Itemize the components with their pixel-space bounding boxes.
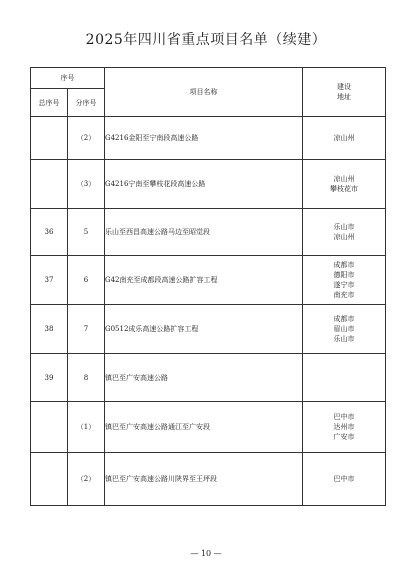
location-cell (303, 402, 386, 453)
project-name-cell: G4216金阳至宁南段高速公路 (105, 117, 303, 160)
location-line: 凉山州 (333, 233, 355, 241)
table-row (31, 256, 386, 305)
location-cell (303, 160, 386, 209)
project-name-cell: 镇巴至广安高速公路通江至广安段 (105, 402, 303, 453)
location-line: 攀枝花市 (330, 185, 358, 193)
project-table (30, 67, 386, 506)
project-name-cell: G42南充至成都段高速公路扩容工程 (105, 256, 303, 305)
location-line: 乐山市 (333, 335, 355, 343)
sub-seq-cell: （2） (68, 453, 105, 506)
project-name-cell: 镇巴至广安高速公路 (105, 354, 303, 402)
total-seq-cell: 37 (31, 256, 68, 305)
location-line: 成都市 (333, 261, 355, 269)
header-location (303, 68, 386, 117)
page-title: 2025年四川省重点项目名单（续建） (85, 32, 327, 48)
location-line: 成都市 (333, 315, 355, 323)
location-line: 南充市 (333, 291, 355, 299)
header-total-seq: 总序号 (31, 89, 68, 117)
location-cell (303, 453, 386, 506)
total-seq-cell: 39 (31, 354, 68, 402)
project-name-cell: G0512成乐高速公路扩容工程 (105, 305, 303, 354)
total-seq-cell: 36 (31, 209, 68, 256)
sub-seq-cell: 5 (68, 209, 105, 256)
sub-seq-cell: 8 (68, 354, 105, 402)
table-row (31, 160, 386, 209)
table-row (31, 453, 386, 506)
table-row (31, 354, 386, 402)
table-row (31, 117, 386, 160)
location-line: 凉山州 (333, 134, 355, 142)
sub-seq-cell: （1） (68, 402, 105, 453)
table-row (31, 402, 386, 453)
total-seq-cell (31, 402, 68, 453)
header-project-name: 项目名称 (105, 68, 303, 117)
total-seq-cell: 38 (31, 305, 68, 354)
total-seq-cell (31, 117, 68, 160)
location-cell (303, 256, 386, 305)
page-number: — 10 — (190, 549, 222, 558)
location-cell (303, 305, 386, 354)
location-line: 巴中市 (333, 475, 355, 483)
location-cell (303, 354, 386, 402)
table-row (31, 209, 386, 256)
sub-seq-cell: 6 (68, 256, 105, 305)
location-line: 达州市 (333, 423, 355, 431)
location-line: 乐山市 (333, 223, 355, 231)
total-seq-cell (31, 453, 68, 506)
location-line: 广安市 (333, 433, 355, 441)
location-cell (303, 209, 386, 256)
project-name-cell: 镇巴至广安高速公路川陕界至王坪段 (105, 453, 303, 506)
location-line: 凉山州 (333, 175, 355, 183)
location-line: 眉山市 (333, 325, 355, 333)
project-name-cell: G4216宁南至攀枝花段高速公路 (105, 160, 303, 209)
table-row (31, 305, 386, 354)
total-seq-cell (31, 160, 68, 209)
sub-seq-cell: （3） (68, 160, 105, 209)
location-line: 德阳市 (333, 271, 355, 279)
header-location-text: 建设地址 (337, 83, 351, 101)
location-cell (303, 117, 386, 160)
header-sub-seq: 分序号 (68, 89, 105, 117)
project-name-cell: 乐山至西昌高速公路马边至昭觉段 (105, 209, 303, 256)
location-line: 巴中市 (333, 413, 355, 421)
sub-seq-cell: （2） (68, 117, 105, 160)
location-line: 遂宁市 (333, 281, 355, 289)
header-seq-group: 序号 (31, 68, 105, 89)
sub-seq-cell: 7 (68, 305, 105, 354)
